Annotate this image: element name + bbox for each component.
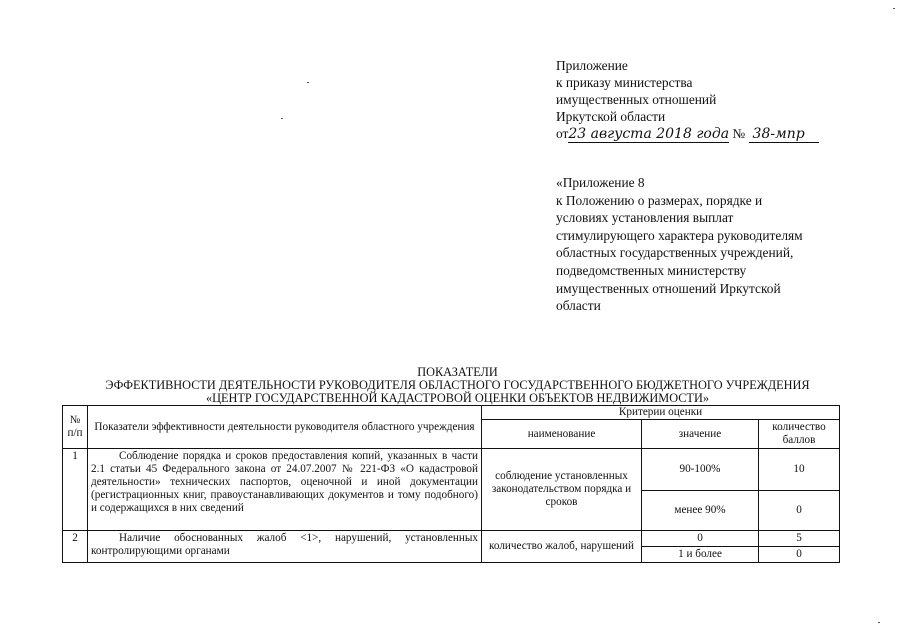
order-date-number xyxy=(556,125,856,143)
order-reference xyxy=(556,57,856,143)
header-indicator: Показатели эффективности деятельности руководителя областного учреждения xyxy=(88,406,482,449)
row-points: 0 xyxy=(759,547,840,563)
row-value: 1 и более xyxy=(642,547,759,563)
appendix-line: «Приложение 8 xyxy=(556,175,645,190)
appendix-line: условиях установления выплат xyxy=(556,210,734,226)
header-line-3: имущественных отношений xyxy=(556,92,717,107)
scan-speck xyxy=(878,622,880,623)
table-row xyxy=(63,449,840,491)
row-value: 0 xyxy=(642,531,759,547)
row-value: 90-100% xyxy=(642,449,759,491)
header-value: значение xyxy=(642,420,759,449)
header-criteria: Критерии оценки xyxy=(482,406,840,420)
row-criterion-name: количество жалоб, нарушений xyxy=(482,531,642,563)
row-indicator: Соблюдение порядка и сроков предоставления копий, указанных в части 2.1 статьи 45 Федерального закона от 24.07.2007 № 221-ФЗ «О кадастровой деятельности» технических паспортов, оценочной и иной документации (регистрационных книг, правоустанавливающих документов и тому подобного) и содержащихся в них сведений xyxy=(88,449,482,531)
header-line-1: Приложение xyxy=(556,58,628,73)
appendix-reference xyxy=(556,174,856,315)
row-value: менее 90% xyxy=(642,491,759,531)
indicators-table xyxy=(62,405,840,563)
appendix-line: стимулирующего характера руководителям xyxy=(556,227,803,243)
scan-speck xyxy=(893,8,895,9)
scan-speck xyxy=(307,82,309,83)
table-header-row xyxy=(63,406,840,420)
row-points: 0 xyxy=(759,491,840,531)
appendix-line: областных государственных учреждений, xyxy=(556,245,794,261)
appendix-line: к Положению о размерах, порядке и xyxy=(556,192,763,208)
appendix-line: области xyxy=(556,298,601,314)
from-prefix: от xyxy=(556,126,569,141)
appendix-line: подведомственных министерству xyxy=(556,262,747,278)
document-title-line-2: ЭФФЕКТИВНОСТИ ДЕЯТЕЛЬНОСТИ РУКОВОДИТЕЛЯ ОБЛАСТНОГО ГОСУДАРСТВЕННОГО БЮДЖЕТНОГО УЧРЕЖДЕНИЯ xyxy=(105,378,810,392)
header-name: наименование xyxy=(482,420,642,449)
header-points: количество баллов xyxy=(759,420,840,449)
header-line-2: к приказу министерства xyxy=(556,75,693,90)
header-line-4: Иркутской области xyxy=(556,109,666,124)
number-prefix: № xyxy=(732,126,746,141)
row-num: 1 xyxy=(63,449,88,531)
appendix-line: имущественных отношений Иркутской xyxy=(556,280,781,296)
row-num: 2 xyxy=(63,531,88,563)
header-num: № п/п xyxy=(63,406,88,449)
row-points: 5 xyxy=(759,531,840,547)
document-title-line-3: «ЦЕНТР ГОСУДАРСТВЕННОЙ КАДАСТРОВОЙ ОЦЕНКИ ОБЪЕКТОВ НЕДВИЖИМОСТИ» xyxy=(206,391,709,405)
row-indicator: Наличие обоснованных жалоб <1>, нарушений, установленных контролирующими органами xyxy=(88,531,482,563)
row-criterion-name: соблюдение установленных законодательством порядка и сроков xyxy=(482,449,642,531)
row-points: 10 xyxy=(759,449,840,491)
table-row xyxy=(63,531,840,547)
handwritten-date: 23 августа 2018 года xyxy=(568,126,730,142)
handwritten-number: 38-мпр xyxy=(749,126,819,143)
scan-speck xyxy=(281,118,283,119)
document-title: ПОКАЗАТЕЛИ xyxy=(417,365,498,379)
